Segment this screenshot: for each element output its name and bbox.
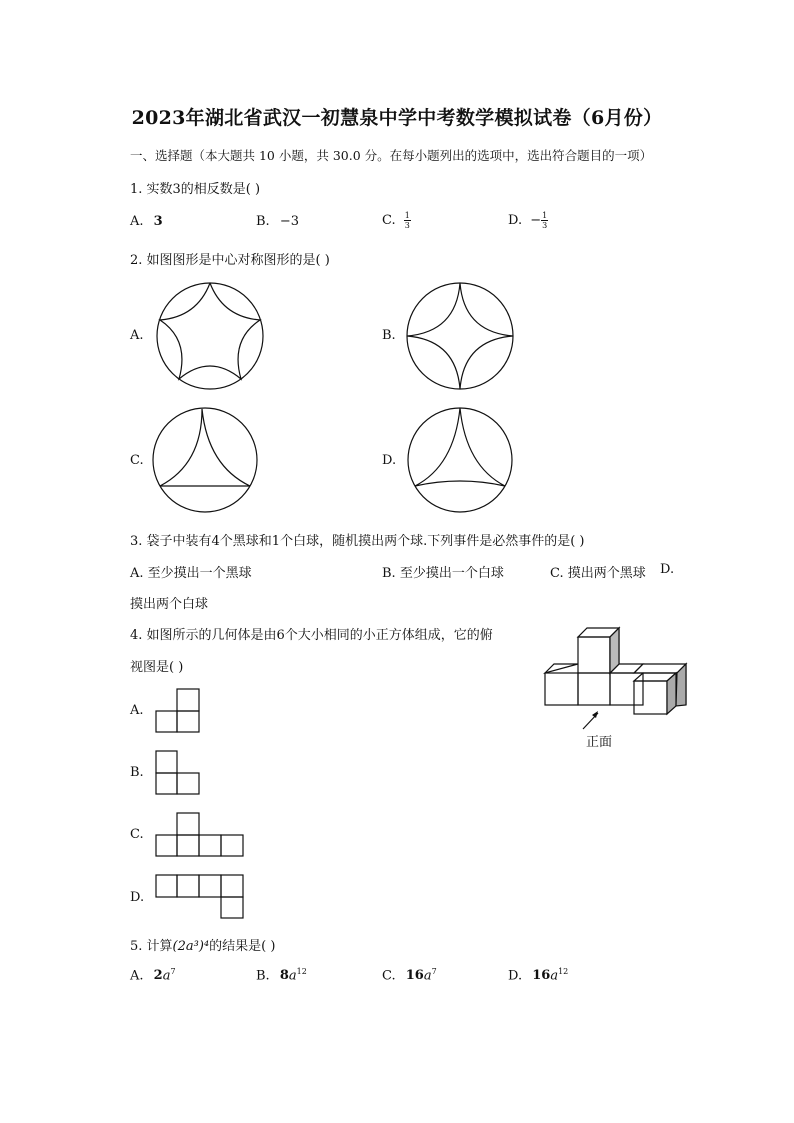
q4-b-cell-3 xyxy=(177,773,199,794)
q2-figure-d-curved-triangle xyxy=(415,408,505,486)
q2-figure-d-three-cusp-circle[interactable] xyxy=(404,406,516,514)
q5-stem-expression: (2a³)⁴ xyxy=(172,939,210,954)
question-1-stem: 1. 实数3的相反数是( ) xyxy=(130,182,261,197)
q1-option-c-label: C. xyxy=(382,213,396,228)
q1-option-d-denominator: 3 xyxy=(542,221,548,230)
q4-option-d-grid[interactable] xyxy=(155,873,247,921)
q1-option-d-fraction xyxy=(541,211,548,230)
q4-solid-figure xyxy=(540,625,695,725)
section-heading: 一、选择题（本大题共 10 小题，共 30.0 分。在每小题列出的选项中，选出符合题目的一项） xyxy=(130,148,653,163)
q4-c-cell-3 xyxy=(199,835,221,856)
q1-option-b-label: B. xyxy=(256,214,270,229)
q4-b-cell-1 xyxy=(156,751,177,773)
q4-option-c-label[interactable]: C. xyxy=(130,827,144,842)
q2-option-d-label[interactable]: D. xyxy=(382,453,397,468)
q1-option-a-value: 3 xyxy=(153,214,163,229)
q4-cube-back-side-shaded xyxy=(676,664,686,706)
q3-option-b[interactable]: B. 至少摸出一个白球 xyxy=(382,566,504,581)
q3-option-d-label[interactable]: D. xyxy=(660,562,675,577)
q4-d-cell-3 xyxy=(199,875,221,897)
question-5-stem xyxy=(130,935,275,954)
q5-option-c-exp: 7 xyxy=(431,967,437,976)
q4-c-cell-4 xyxy=(221,835,243,856)
q5-stem-prefix: 5. 计算 xyxy=(130,939,173,954)
q1-option-c-denominator: 3 xyxy=(404,221,410,230)
question-4-stem-line2: 视图是( ) xyxy=(130,660,184,675)
q2-option-b-label[interactable]: B. xyxy=(382,328,396,343)
q2-figure-c-curved-triangle xyxy=(160,409,250,486)
q5-option-b-coef: 8 xyxy=(279,968,289,984)
q4-cube-top-side-shaded xyxy=(610,628,619,673)
q4-cube-top-front xyxy=(578,637,610,673)
q4-cube-bottom-1-lid xyxy=(545,664,578,673)
q5-option-d-var: a xyxy=(550,968,559,984)
q1-option-b-value: −3 xyxy=(279,214,299,229)
q4-d-cell-2 xyxy=(177,875,199,897)
q5-option-b-exp: 12 xyxy=(296,967,307,976)
q4-option-d-label[interactable]: D. xyxy=(130,890,145,905)
q5-option-c-label: C. xyxy=(382,968,396,984)
q1-option-d-numerator: 1 xyxy=(542,211,548,220)
q4-d-cell-bottom xyxy=(221,897,243,918)
q3-option-a[interactable]: A. 至少摸出一个黑球 xyxy=(130,566,252,581)
q2-figure-a-five-cusp-circle[interactable] xyxy=(150,280,270,392)
question-3-stem: 3. 袋子中装有4个黑球和1个白球，随机摸出两个球.下列事件是必然事件的是( ) xyxy=(130,534,585,549)
q5-option-a-coef: 2 xyxy=(153,968,163,984)
q4-cube-front xyxy=(634,681,667,714)
q1-option-d[interactable] xyxy=(508,211,548,230)
q2-figure-b-circle xyxy=(407,283,513,389)
q1-option-a-label: A. xyxy=(130,214,144,229)
q4-c-cell-top xyxy=(177,813,199,835)
q1-option-d-label: D. xyxy=(508,213,523,228)
q2-option-a-label[interactable]: A. xyxy=(130,328,144,343)
q1-option-c-fraction xyxy=(404,211,411,230)
q4-option-c-grid[interactable] xyxy=(155,812,247,858)
q4-cube-bottom-2 xyxy=(578,673,610,705)
q5-stem-suffix: 的结果是( ) xyxy=(209,939,276,954)
q2-figure-c-three-cusp-circle[interactable] xyxy=(150,406,260,514)
question-4-stem-line1: 4. 如图所示的几何体是由6个大小相同的小正方体组成，它的俯 xyxy=(130,628,493,643)
q1-option-b[interactable] xyxy=(256,214,299,229)
q4-cube-bottom-1 xyxy=(545,673,578,705)
q5-option-b[interactable] xyxy=(256,967,307,983)
page-title: 2023年湖北省武汉一初慧泉中学中考数学模拟试卷（6月份） xyxy=(131,107,663,129)
q4-d-cell-4 xyxy=(221,875,243,897)
q5-option-c-coef: 16 xyxy=(405,968,424,984)
q5-option-a[interactable] xyxy=(130,967,176,983)
q2-figure-c-circle xyxy=(153,408,257,512)
q4-option-b-grid[interactable] xyxy=(155,750,203,796)
q5-option-a-exp: 7 xyxy=(170,967,176,976)
q2-figure-b-four-cusp-circle[interactable] xyxy=(404,280,516,392)
q1-option-c[interactable] xyxy=(382,211,411,230)
q1-option-c-numerator: 1 xyxy=(404,211,410,220)
q3-option-c[interactable]: C. 摸出两个黑球 xyxy=(550,566,646,581)
q4-d-cell-1 xyxy=(156,875,177,897)
q4-a-cell-2 xyxy=(156,711,177,732)
q1-option-d-sign: − xyxy=(530,213,542,228)
q5-option-d-label: D. xyxy=(508,968,523,984)
q2-figure-d-circle xyxy=(408,408,512,512)
q2-figure-a-circle xyxy=(157,283,263,389)
q4-option-a-label[interactable]: A. xyxy=(130,703,144,718)
q1-option-a[interactable] xyxy=(130,214,163,229)
q5-option-a-label: A. xyxy=(130,968,144,984)
q5-option-b-var: a xyxy=(288,968,297,984)
q5-option-b-label: B. xyxy=(256,968,270,984)
q5-option-d[interactable] xyxy=(508,967,568,983)
question-2-stem: 2. 如图图形是中心对称图形的是( ) xyxy=(130,253,330,268)
q4-b-cell-2 xyxy=(156,773,177,794)
q2-option-c-label[interactable]: C. xyxy=(130,453,144,468)
q5-option-d-exp: 12 xyxy=(558,967,569,976)
q4-figure-label: 正面 xyxy=(586,735,613,750)
q4-c-cell-1 xyxy=(156,835,177,856)
q3-option-d-text[interactable]: 摸出两个白球 xyxy=(130,597,209,612)
q4-cube-front-side-shaded xyxy=(667,673,676,714)
q5-option-c[interactable] xyxy=(382,967,437,983)
q4-option-a-grid[interactable] xyxy=(155,688,203,734)
q4-c-cell-2 xyxy=(177,835,199,856)
q4-a-cell-3 xyxy=(177,711,199,732)
q2-figure-a-star xyxy=(160,283,260,379)
q4-option-b-label[interactable]: B. xyxy=(130,765,144,780)
q5-option-d-coef: 16 xyxy=(532,968,551,984)
q5-option-a-var: a xyxy=(162,968,171,984)
q4-a-cell-1 xyxy=(177,689,199,711)
q5-option-c-var: a xyxy=(423,968,432,984)
